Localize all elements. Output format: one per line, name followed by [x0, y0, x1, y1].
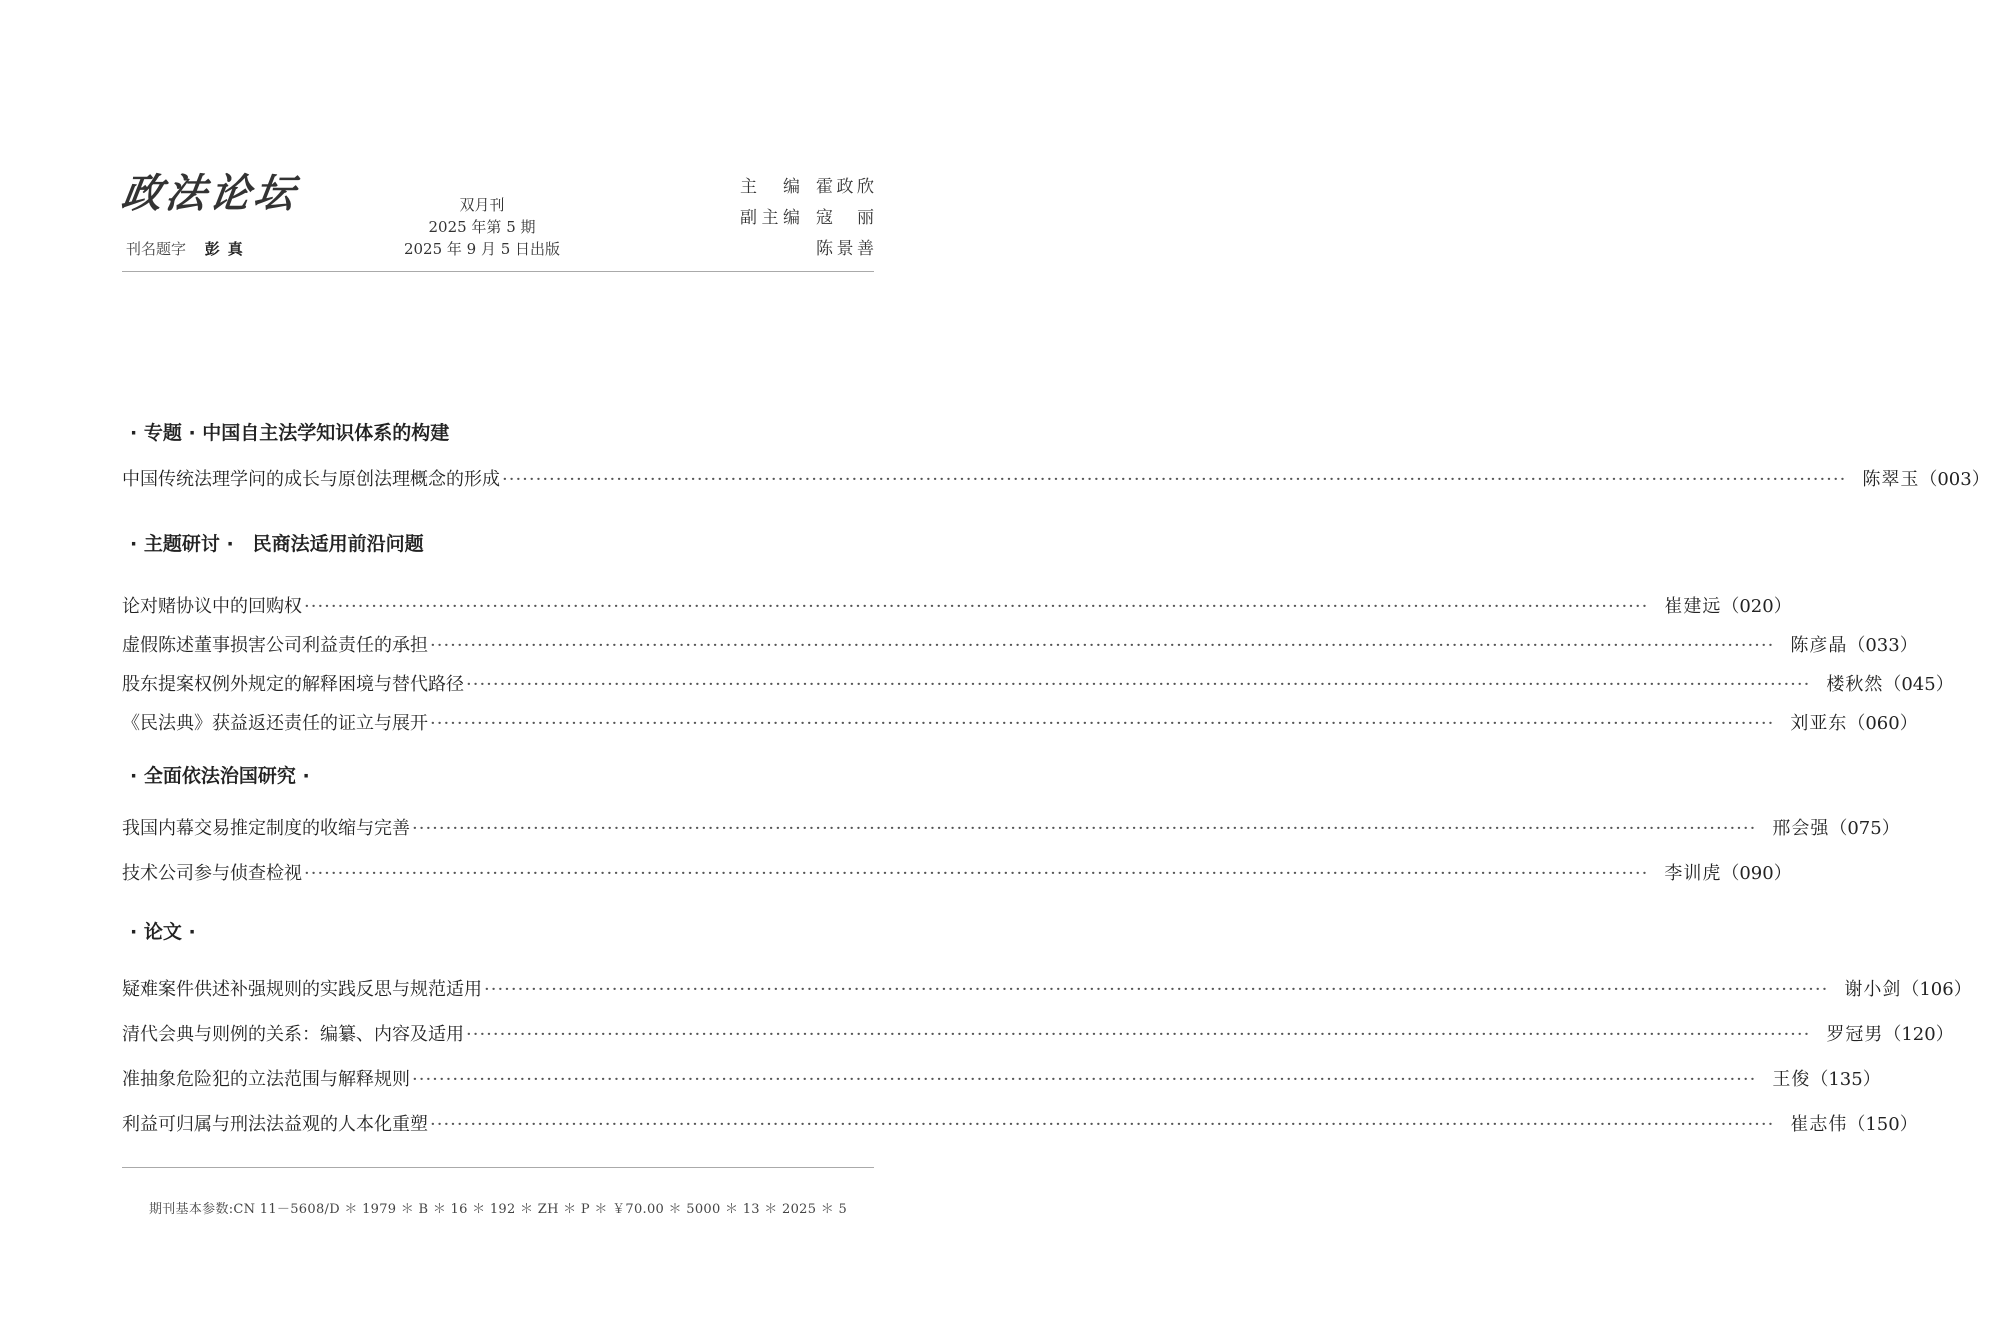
page-number: （090）	[1721, 863, 1792, 884]
leader-dots: ········································································································································································································	[466, 674, 1811, 695]
article-author: 楼秋然	[1826, 674, 1884, 695]
page-number: （150）	[1847, 1114, 1918, 1135]
toc-entry[interactable]	[122, 587, 1792, 626]
article-title: 利益可归属与刑法法益观的人本化重塑	[122, 1114, 428, 1135]
inscription-label: 刊名题字	[126, 240, 187, 258]
page-number: （075）	[1829, 818, 1900, 839]
leader-dots: ········································································································································································································	[484, 979, 1829, 1000]
toc-entry[interactable]	[122, 704, 1918, 743]
article-title: 清代会典与则例的关系：编纂、内容及适用	[122, 1024, 464, 1045]
issue-number: 2025 年第 5 期	[428, 218, 536, 236]
article-title: 论对赌协议中的回购权	[122, 596, 302, 617]
toc-entry[interactable]	[122, 1015, 1954, 1054]
section-title: · 专题 · 中国自主法学知识体系的构建	[130, 422, 450, 444]
editor-row	[740, 234, 874, 265]
frequency: 双月刊	[459, 196, 505, 214]
publication-date: 2025 年 9 月 5 日出版	[403, 240, 561, 258]
editor-list	[740, 172, 874, 265]
editor-name: 寇丽	[816, 208, 874, 228]
toc-entry[interactable]	[122, 809, 1900, 848]
leader-dots: ········································································································································································································	[430, 635, 1775, 656]
page-number: （106）	[1901, 979, 1972, 1000]
leader-dots: ········································································································································································································	[430, 1114, 1775, 1135]
editor-row	[740, 172, 874, 203]
page-number: （135）	[1810, 1069, 1881, 1090]
page-number: （120）	[1883, 1024, 1954, 1045]
leader-dots: ········································································································································································································	[466, 1024, 1811, 1045]
article-author: 崔志伟	[1790, 1114, 1848, 1135]
page-number: （045）	[1883, 674, 1954, 695]
header-divider	[122, 271, 874, 272]
journal-parameters: 期刊基本参数:CN 11－5608/D ＊ 1979 ＊ B ＊ 16 ＊ 192 ＊ ZH ＊ P ＊ ￥70.00 ＊ 5000 ＊ 13 ＊ 2025 ＊ 5	[148, 1202, 848, 1217]
page-number: （033）	[1847, 635, 1918, 656]
leader-dots: ········································································································································································································	[304, 863, 1649, 884]
article-author: 刘亚东	[1790, 713, 1848, 734]
editor-row	[740, 203, 874, 234]
toc-entry[interactable]	[122, 460, 1990, 499]
leader-dots: ········································································································································································································	[304, 596, 1649, 617]
article-author: 崔建远	[1664, 596, 1722, 617]
article-author: 邢会强	[1772, 818, 1830, 839]
editor-name: 陈景善	[816, 239, 874, 259]
leader-dots: ········································································································································································································	[412, 1069, 1757, 1090]
page-number: （003）	[1919, 469, 1990, 490]
toc-entry[interactable]	[122, 1060, 1881, 1099]
leader-dots: ········································································································································································································	[502, 469, 1847, 490]
article-title: 虚假陈述董事损害公司利益责任的承担	[122, 635, 428, 656]
toc-entry[interactable]	[122, 626, 1918, 665]
editor-name: 霍政欣	[816, 177, 874, 197]
editor-role: 主编	[740, 177, 800, 197]
editor-role: 副主编	[740, 208, 800, 228]
issue-info	[392, 194, 572, 260]
masthead	[118, 168, 874, 272]
toc-entry[interactable]	[122, 1105, 1918, 1144]
calligrapher-name: 彭真	[204, 240, 251, 258]
table-of-contents	[122, 414, 1990, 1144]
section-title: · 论文 ·	[130, 921, 196, 943]
toc-entry[interactable]	[122, 970, 1972, 1009]
article-title: 准抽象危险犯的立法范围与解释规则	[122, 1069, 410, 1090]
footer-divider	[122, 1167, 874, 1168]
leader-dots: ········································································································································································································	[430, 713, 1775, 734]
toc-entry[interactable]	[122, 854, 1792, 893]
article-author: 王俊	[1772, 1069, 1811, 1090]
page-number: （060）	[1847, 713, 1918, 734]
article-author: 罗冠男	[1826, 1024, 1884, 1045]
article-author: 陈彦晶	[1790, 635, 1848, 656]
article-author: 李训虎	[1664, 863, 1722, 884]
article-title: 我国内幕交易推定制度的收缩与完善	[122, 818, 410, 839]
editor-role	[740, 234, 800, 265]
toc-entry[interactable]	[122, 665, 1954, 704]
leader-dots: ········································································································································································································	[412, 818, 1757, 839]
article-author: 谢小剑	[1844, 979, 1902, 1000]
section-title: · 主题研讨 · 民商法适用前沿问题	[130, 533, 424, 555]
article-title: 中国传统法理学问的成长与原创法理概念的形成	[122, 469, 500, 490]
article-title: 股东提案权例外规定的解释困境与替代路径	[122, 674, 464, 695]
journal-logo: 政法论坛	[118, 170, 302, 217]
title-inscription	[126, 238, 251, 259]
article-author: 陈翠玉	[1862, 469, 1920, 490]
article-title: 技术公司参与侦查检视	[122, 863, 302, 884]
section-title: · 全面依法治国研究 ·	[130, 765, 310, 787]
page-number: （020）	[1721, 596, 1792, 617]
article-title: 《民法典》获益返还责任的证立与展开	[122, 713, 428, 734]
article-title: 疑难案件供述补强规则的实践反思与规范适用	[122, 979, 482, 1000]
